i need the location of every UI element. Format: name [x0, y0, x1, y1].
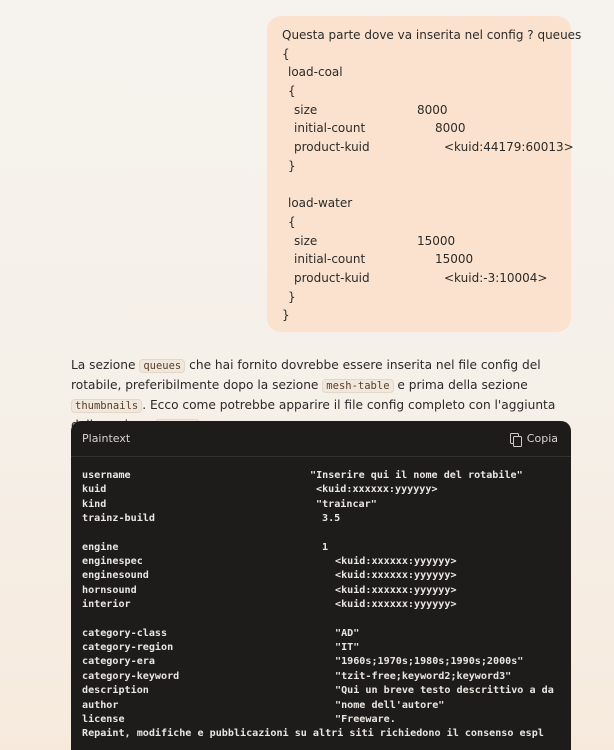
message-key: size	[294, 233, 318, 248]
copy-button[interactable]	[510, 432, 558, 445]
message-key: }	[282, 308, 290, 323]
message-line	[282, 250, 556, 269]
code-line	[82, 727, 571, 741]
message-key: load-coal	[288, 65, 343, 80]
message-line	[282, 306, 556, 325]
message-value: 15000	[417, 233, 456, 248]
message-value: <kuid:-3:10004>	[444, 270, 548, 285]
message-key: {	[288, 214, 296, 229]
code-line	[82, 641, 571, 655]
message-line	[282, 288, 556, 307]
user-message-bubble	[267, 16, 582, 332]
code-key: kind	[82, 498, 107, 510]
code-key: category-region	[82, 642, 174, 654]
message-key: product-kuid	[294, 270, 370, 285]
message-line	[282, 157, 556, 176]
reply-text: . Ecco come potrebbe apparire il file config completo con l'aggiunta	[142, 398, 556, 412]
code-value: "IT"	[335, 642, 360, 654]
code-key: engine	[82, 541, 119, 553]
message-key: }	[288, 289, 296, 304]
message-key: size	[294, 102, 318, 117]
inline-code-mesh-table: mesh-table	[322, 379, 393, 393]
code-value: <kuid:xxxxxx:yyyyyy>	[335, 556, 457, 568]
code-key: interior	[82, 599, 131, 611]
message-line	[282, 82, 556, 101]
code-key: username	[82, 470, 131, 481]
code-line	[82, 469, 571, 483]
message-line	[282, 269, 556, 288]
code-block	[71, 421, 571, 750]
message-line	[282, 194, 556, 213]
message-key: {	[288, 84, 296, 99]
code-key: kuid	[82, 484, 107, 496]
code-block-header	[71, 421, 571, 457]
reply-text: che hai fornito dovrebbe essere inserita nel file config del rotabile, preferibilmente dopo la sezione	[71, 358, 541, 392]
code-key: category-class	[82, 627, 168, 639]
code-key: author	[82, 699, 119, 711]
code-line	[82, 555, 571, 569]
message-key: load-water	[288, 196, 353, 211]
reply-text: La sezione	[71, 358, 140, 372]
code-line	[82, 598, 571, 612]
code-key: Repaint, modifiche e pubblicazioni su altri siti richiedono il consenso espl	[82, 728, 544, 740]
code-value: "Freeware.	[335, 713, 396, 725]
message-line	[282, 101, 556, 120]
code-line	[82, 713, 571, 727]
code-value: "Qui un breve testo descrittivo a da	[335, 685, 554, 697]
code-key: license	[82, 713, 125, 725]
copy-icon	[510, 433, 521, 445]
message-key: {	[282, 46, 290, 61]
code-value: "AD"	[335, 627, 360, 639]
code-content	[71, 457, 571, 742]
code-key: category-era	[82, 656, 155, 668]
code-key: hornsound	[82, 584, 137, 596]
inline-code-queues: queues	[139, 359, 185, 373]
copy-button-label: Copia	[526, 432, 558, 445]
code-line	[82, 627, 571, 641]
code-value: 3.5	[322, 513, 341, 525]
code-key: enginespec	[82, 556, 143, 568]
message-value: 15000	[435, 252, 474, 267]
code-value: "tzit-free;keyword2;keyword3"	[335, 670, 512, 682]
message-key: Questa parte dove va inserita nel config ? queues	[282, 28, 582, 42]
code-key: enginesound	[82, 570, 149, 582]
message-line	[282, 232, 556, 251]
message-line	[282, 26, 582, 45]
code-line	[82, 584, 571, 598]
code-value: <kuid:xxxxxx:yyyyyy>	[335, 599, 457, 611]
code-value: <kuid:xxxxxx:yyyyyy>	[335, 570, 457, 582]
code-value: <kuid:xxxxxx:yyyyyy>	[316, 484, 438, 496]
inline-code-thumbnails: thumbnails	[71, 399, 142, 413]
code-line	[82, 612, 571, 626]
code-line	[82, 541, 571, 555]
code-line	[82, 569, 571, 583]
message-key: product-kuid	[294, 140, 370, 155]
code-line	[82, 483, 571, 497]
code-line	[82, 699, 571, 713]
message-key: initial-count	[294, 121, 366, 136]
message-value: 8000	[435, 121, 466, 136]
code-line	[82, 670, 571, 684]
code-value: "traincar"	[316, 498, 377, 510]
code-value: "Inserire qui il nome del rotabile"	[310, 470, 523, 481]
code-key: description	[82, 685, 149, 697]
code-value: "1960s;1970s;1980s;1990s;2000s"	[335, 656, 524, 668]
code-line	[82, 684, 571, 698]
code-value: 1	[322, 541, 329, 553]
reply-text: e prima della sezione	[393, 378, 528, 392]
message-key: initial-count	[294, 252, 366, 267]
message-value: <kuid:44179:60013>	[444, 140, 574, 155]
code-key: category-keyword	[82, 670, 180, 682]
message-key: }	[288, 158, 296, 173]
message-line	[282, 119, 556, 138]
code-key: trainz-build	[82, 513, 155, 525]
code-line	[82, 655, 571, 669]
message-value: 8000	[417, 102, 448, 117]
code-language-label: Plaintext	[82, 432, 131, 445]
message-line	[282, 138, 574, 157]
code-value: <kuid:xxxxxx:yyyyyy>	[335, 584, 457, 596]
message-line	[282, 176, 556, 195]
message-line	[282, 63, 556, 82]
code-line	[82, 526, 571, 540]
code-line	[82, 498, 571, 512]
code-value: "nome dell'autore"	[335, 699, 445, 711]
code-line	[82, 512, 571, 526]
message-line	[282, 213, 556, 232]
message-line	[282, 45, 556, 64]
